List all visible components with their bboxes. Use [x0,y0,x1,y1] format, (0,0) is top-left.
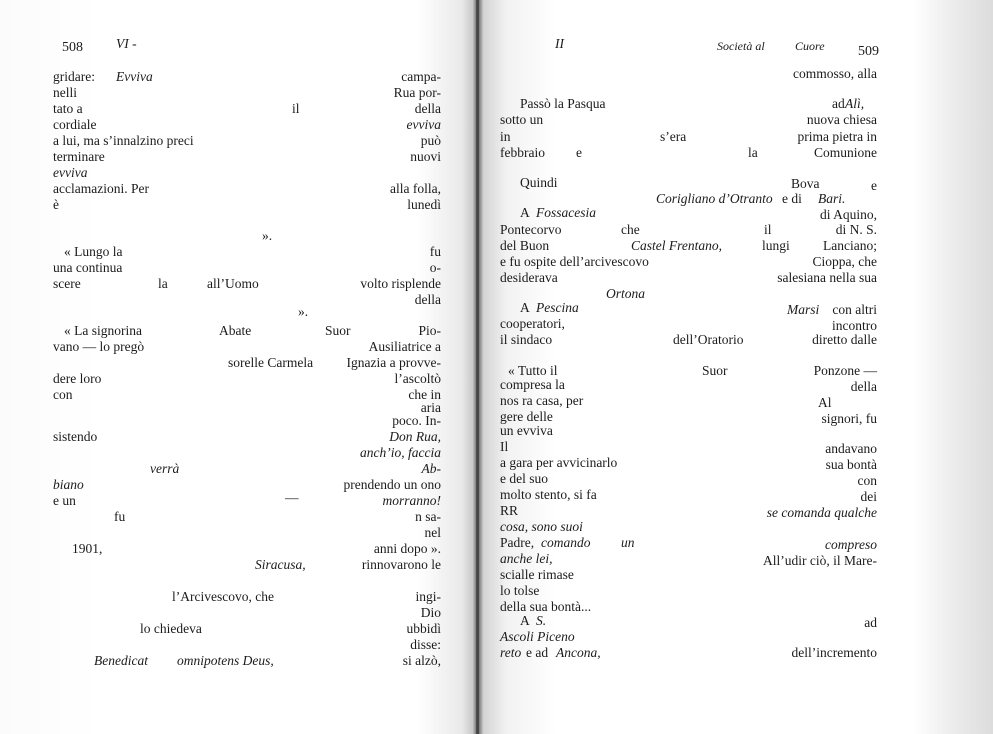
text-line: commosso, alla [793,66,877,81]
text-line: dere loro [53,371,102,386]
text-line: Pontecorvo [500,222,562,237]
text-line: Quindi [520,175,558,190]
text-line: il sindaco [500,332,553,347]
text-line: compreso [825,537,877,552]
text-line: biano [53,477,84,492]
text-line: della sua bontà... [500,599,592,614]
text-line: della [850,379,877,394]
text-line: all’Uomo [207,276,259,291]
text-line: lunedì [407,197,441,212]
text-line: Ignazia a provve- [346,355,441,370]
text-line: comando [541,535,591,550]
text-line: molto stento, si fa [500,487,597,502]
text-line: scere [53,276,81,291]
text-line: scialle rimase [500,567,574,582]
text-line: morranno! [382,493,441,508]
text-line: Ascoli Piceno [500,629,575,644]
text-line: All’udir ciò, il Mare- [763,553,877,568]
text-line: Padre, [500,535,535,550]
text-line: con [53,387,73,402]
text-line: omnipotens Deus, [177,653,274,668]
text-line: Fossacesia [536,205,596,220]
text-line: un evviva [500,423,553,438]
text-line: 1901, [72,541,103,556]
text-line: ». [298,304,309,319]
text-line: Lanciano; [823,238,877,253]
text-line: è [53,197,59,212]
text-line: Suor [325,323,351,338]
text-line: Corigliano d’Otranto [656,191,773,206]
text-line: Ab- [421,461,441,476]
text-line: lo chiedeva [140,621,202,636]
text-line: e ad [526,645,549,660]
text-line: dell’Oratorio [673,332,744,347]
text-line: e [871,178,877,193]
text-line: Bova [791,176,820,191]
text-line: evviva [53,165,88,180]
text-line: dei [860,489,877,504]
text-line: Suor [702,363,728,378]
text-line: con [857,473,877,488]
text-line: — [285,490,299,505]
text-line: sotto un [500,112,544,127]
right-running-header-center: Cuore [795,39,825,53]
text-line: « Lungo la [64,244,123,259]
text-line: della [414,101,441,116]
text-line: andavano [825,441,877,456]
text-line: Ortona [606,286,646,301]
text-line: Rua por- [393,85,441,100]
text-line: febbraio [500,145,545,160]
text-line: o- [429,260,441,275]
text-line: ad [832,96,845,111]
left-running-header: VI - [116,36,137,51]
text-line: ingi- [415,589,441,604]
text-line: un [621,535,635,550]
text-line: Ancona, [556,645,601,660]
text-line: Al [818,395,832,410]
text-line: lungi [762,238,790,253]
text-line: che [621,222,640,237]
text-line: verrà [150,461,180,476]
text-line: evviva [406,117,441,132]
text-line: Alì, [845,96,865,111]
text-line: nelli [53,85,77,100]
text-line: A [520,300,530,315]
text-line: s’era [660,129,687,144]
text-line: fu [429,244,441,259]
left-page-number: 508 [62,40,83,55]
text-line: alla folla, [390,181,441,196]
text-line: n sa- [415,509,441,524]
text-line: la [158,276,168,291]
text-line: a gara per avvicinarlo [500,455,618,470]
text-line: che in [408,387,441,402]
text-line: la [748,145,758,160]
text-line: incontro [832,318,877,333]
text-line: cordiale [53,117,97,132]
text-line: reto [500,645,522,660]
text-line: acclamazioni. Per [53,181,149,196]
text-line: disse: [410,637,441,652]
text-line: diretto dalle [812,332,877,347]
text-line: sorelle Carmela [228,355,314,370]
text-line: cosa, sono suoi [500,519,583,534]
text-line: e fu ospite dell’arcivescovo [500,254,649,269]
text-line: si alzò, [402,653,441,668]
text-line: Pescina [536,300,579,315]
text-line: lo tolse [500,583,540,598]
text-line: Comunione [814,145,877,160]
text-line: A [520,613,530,628]
text-line: ubbidì [406,621,441,636]
text-line: a lui, ma s’innalzino preci [53,133,194,148]
text-line: l’ascoltò [394,371,441,386]
text-line: in [500,129,511,144]
text-line: aria [420,400,441,415]
text-line: Passò la Pasqua [520,96,606,111]
text-line: Cioppa, che [812,254,877,269]
text-line: compresa la [500,377,565,392]
text-line: rinnovarono le [361,557,441,572]
text-line: e [576,145,582,160]
text-line: RR [500,503,519,518]
text-line: Ausiliatrice a [368,339,441,354]
text-line: se comanda qualche [766,505,877,520]
text-line: signori, fu [821,411,877,426]
text-line: anch’io, faccia [360,445,441,460]
text-line: Abate [219,323,252,338]
text-line: nuova chiesa [806,112,877,127]
right-running-header-left: II [555,36,564,51]
text-line: l’Arcivescovo, che [172,589,274,604]
text-line: gere delle [500,409,553,424]
text-line: nos ra casa, per [500,393,584,408]
text-line: può [420,133,441,148]
text-line: A [520,205,530,220]
text-line: Il [500,439,509,454]
text-line: prendendo un ono [343,477,441,492]
text-line: con altri [832,302,877,317]
text-line: il [764,222,772,237]
text-line: ad [864,615,877,630]
text-line: e del suo [500,471,548,486]
text-line: il [292,101,300,116]
right-running-header-center: Società al [717,39,765,53]
text-line: Siracusa, [255,557,306,572]
text-line: Dio [420,605,441,620]
text-line: Ponzone — [813,363,877,378]
text-line: vano — lo pregò [53,339,145,354]
text-line: S. [536,613,547,628]
text-line: desiderava [500,270,558,285]
text-line: terminare [53,149,105,164]
text-line: di N. S. [835,222,877,237]
text-line: e un [53,493,76,508]
text-line: Bari. [818,191,846,206]
gutter-shadow [476,0,479,734]
text-line: tato a [53,101,83,116]
text-line: gridare: [53,69,95,84]
text-line: ». [262,228,273,243]
text-line: cooperatori, [500,316,565,331]
text-line: Marsi [787,302,820,317]
text-line: Benedicat [94,653,148,668]
text-line: della [414,292,441,307]
text-line: Pio- [418,323,441,338]
text-line: anche lei, [500,551,553,566]
text-line: di Aquino, [819,207,877,222]
text-line: fu [114,509,126,524]
right-page-number: 509 [858,44,879,59]
text-line: Castel Frentano, [631,238,722,253]
text-line: e di [782,191,802,206]
text-line: sua bontà [825,457,877,472]
text-line: volto risplende [360,276,441,291]
text-line: prima pietra in [797,129,877,144]
text-line: Evviva [116,69,153,84]
text-line: poco. In- [392,413,441,428]
text-line: salesiana nella sua [777,270,877,285]
text-line: « La signorina [64,323,142,338]
text-line: dell’incremento [791,645,877,660]
text-line: del Buon [500,238,550,253]
text-line: campa- [401,69,441,84]
text-line: anni dopo ». [373,541,441,556]
text-line: « Tutto il [508,363,558,378]
text-line: nel [424,525,441,540]
text-line: una continua [53,260,123,275]
text-line: Don Rua, [389,429,441,444]
text-line: sistendo [53,429,98,444]
text-line: nuovi [410,149,441,164]
